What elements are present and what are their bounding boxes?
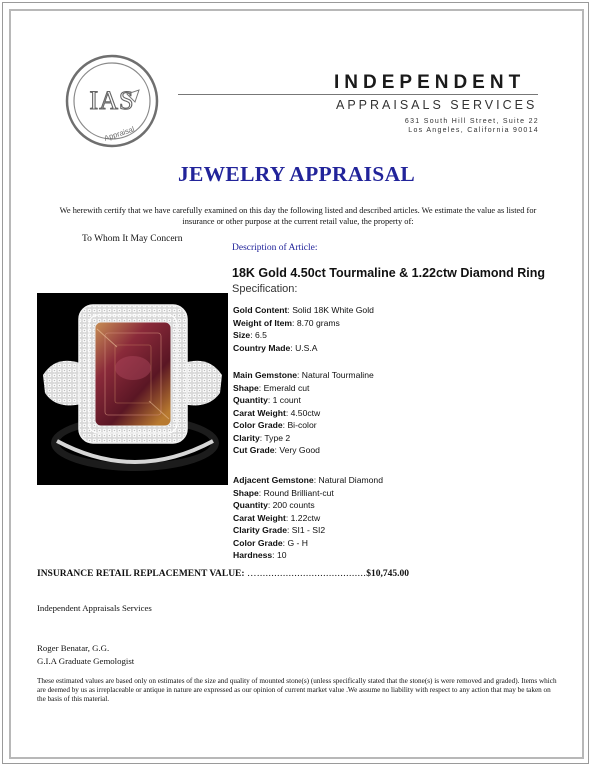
spec-group-main-gemstone xyxy=(233,369,374,457)
ias-logo-emblem xyxy=(65,54,159,148)
company-name: INDEPENDENT xyxy=(334,72,526,93)
spec-value: Round Brilliant-cut xyxy=(263,487,334,498)
spec-label: Quantity xyxy=(233,395,268,406)
spec-value: SI1 - SI2 xyxy=(291,525,326,536)
spec-value: G - H xyxy=(287,537,308,548)
item-title: 18K Gold 4.50ct Tourmaline & 1.22ctw Diamond Ring xyxy=(232,266,546,280)
spec-row: Quantity: 1 count xyxy=(233,395,301,406)
ring-photo xyxy=(37,293,228,485)
spec-label: Color Grade xyxy=(233,537,283,548)
logo-ring-text: Appraisal xyxy=(102,124,136,143)
address-line-1: 631 South Hill Street, Suite 22 xyxy=(404,118,539,125)
recipient: To Whom It May Concern xyxy=(82,234,183,244)
spec-row: Size: 6.5 xyxy=(233,330,267,341)
company-signature: Independent Appraisals Services xyxy=(37,603,152,613)
signer-title: G.I.A Graduate Gemologist xyxy=(37,656,135,666)
spec-label: Shape xyxy=(233,487,259,498)
spec-value: 8.70 grams xyxy=(296,317,340,328)
spec-label: Cut Grade xyxy=(233,445,275,456)
spec-row: Gold Content: Solid 18K White Gold xyxy=(233,305,374,315)
spec-label: Clarity xyxy=(233,432,260,443)
spec-value: 1.22ctw xyxy=(290,512,321,523)
spec-row: Adjacent Gemstone: Natural Diamond xyxy=(233,475,383,485)
spec-row: Hardness: 10 xyxy=(233,550,287,561)
spec-row: Main Gemstone: Natural Tourmaline xyxy=(233,370,374,380)
spec-row: Color Grade: G - H xyxy=(233,537,308,548)
description-label: Description of Article: xyxy=(232,243,318,253)
spec-value: Emerald cut xyxy=(263,382,310,393)
spec-row: Carat Weight: 1.22ctw xyxy=(233,512,321,523)
spec-value: 6.5 xyxy=(254,330,267,341)
signer-name: Roger Benatar, G.G. xyxy=(37,643,110,653)
spec-label: Carat Weight xyxy=(233,407,286,418)
spec-label: Color Grade xyxy=(233,420,283,431)
company-subtitle: APPRAISALS SERVICES xyxy=(336,98,538,112)
spec-label: Main Gemstone xyxy=(233,370,297,380)
spec-label: Weight of Item xyxy=(233,317,293,328)
spec-row: Clarity Grade: SI1 - SI2 xyxy=(233,525,326,536)
document-title: JEWELRY APPRAISAL xyxy=(177,162,416,186)
spec-value: Natural Diamond xyxy=(318,475,383,485)
specification-label: Specification: xyxy=(232,283,298,295)
spec-value: 1 count xyxy=(272,395,301,406)
insurance-label: INSURANCE RETAIL REPLACEMENT VALUE: xyxy=(37,569,245,579)
header-divider xyxy=(178,94,538,95)
spec-label: Quantity xyxy=(233,500,268,511)
spec-value: Very Good xyxy=(279,445,320,456)
address-line-2: Los Angeles, California 90014 xyxy=(408,127,539,134)
spec-row: Shape: Emerald cut xyxy=(233,382,310,393)
insurance-leader-dots: …...................................... xyxy=(246,569,367,579)
spec-value: Type 2 xyxy=(264,432,291,443)
spec-group-general xyxy=(233,304,374,354)
spec-value: Natural Tourmaline xyxy=(301,370,374,380)
spec-value: Solid 18K White Gold xyxy=(292,305,374,315)
spec-value: 200 counts xyxy=(272,500,315,511)
spec-label: Country Made xyxy=(233,342,291,353)
spec-row: Shape: Round Brilliant-cut xyxy=(233,487,334,498)
spec-row: Carat Weight: 4.50ctw xyxy=(233,407,321,418)
spec-label: Size xyxy=(233,330,251,341)
spec-row: Quantity: 200 counts xyxy=(233,500,315,511)
disclaimer: These estimated values are based only on estimates of the size and quality of mounted stone(s) (unless specifically stated that the stone(s) is were removed and graded). Items which are deemed by us as irreplaceable or antique in nature are expressed as our opinion of current market value .We assume no liability with respect to any action that may be taken on the basis of this material. xyxy=(37,677,557,704)
spec-row: Weight of Item: 8.70 grams xyxy=(233,317,340,328)
spec-row: Clarity: Type 2 xyxy=(233,432,291,443)
spec-value: 10 xyxy=(276,550,287,561)
insurance-amount: $10,745.00 xyxy=(366,569,409,579)
certification-statement: We herewith certify that we have carefully examined on this day the following listed and described articles. We estimate the value as listed for insurance or other purpose at the current retail value, the property of: xyxy=(59,206,537,226)
spec-row: Cut Grade: Very Good xyxy=(233,445,320,456)
spec-label: Clarity Grade xyxy=(233,525,287,536)
insurance-value-line xyxy=(37,569,409,579)
spec-label: Gold Content xyxy=(233,305,288,315)
spec-row: Color Grade: Bi-color xyxy=(233,420,317,431)
ias-logo xyxy=(65,54,159,148)
spec-label: Carat Weight xyxy=(233,512,286,523)
spec-label: Shape xyxy=(233,382,259,393)
spec-label: Hardness xyxy=(233,550,273,561)
spec-group-adjacent-gemstone xyxy=(233,474,383,562)
spec-label: Adjacent Gemstone xyxy=(233,475,314,485)
spec-row: Country Made: U.S.A xyxy=(233,342,318,353)
spec-value: 4.50ctw xyxy=(290,407,321,418)
spec-value: U.S.A xyxy=(295,342,318,353)
ring-illustration xyxy=(37,293,228,485)
spec-value: Bi-color xyxy=(287,420,317,431)
logo-letters: IAS xyxy=(89,86,135,115)
